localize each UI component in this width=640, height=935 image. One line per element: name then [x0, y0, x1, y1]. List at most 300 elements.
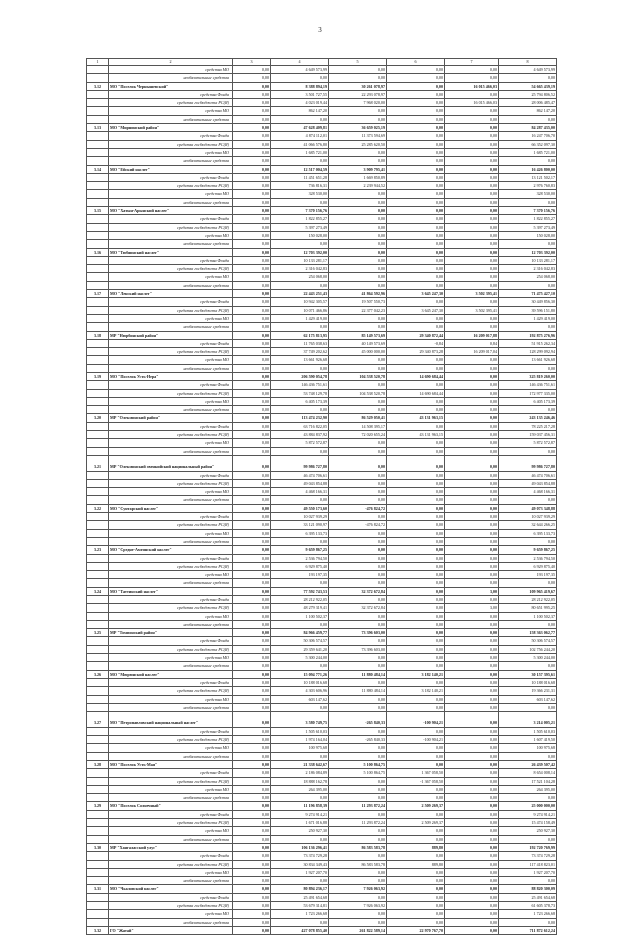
value-col4-cell: 0,00 — [271, 877, 329, 885]
value-col4-cell: 9 274 914,21 — [271, 810, 329, 818]
value-col7-cell: 0,00 — [445, 231, 499, 239]
total-cell: 5 300 244,00 — [499, 654, 557, 662]
value-col3-cell: 0,00 — [233, 546, 271, 554]
value-col3-cell: 0,00 — [233, 901, 271, 909]
value-col6-cell: 0,00 — [387, 752, 445, 760]
funding-source-row — [87, 835, 557, 843]
total-cell: 109 965 419,67 — [499, 587, 557, 595]
row-number-cell — [87, 835, 109, 843]
value-col5-cell: 0,00 — [329, 273, 387, 281]
funding-source-row — [87, 431, 557, 439]
funding-source-row — [87, 140, 557, 148]
value-col4-cell: 10 071 466,86 — [271, 306, 329, 314]
value-col6-cell: 0,00 — [387, 190, 445, 198]
row-number-cell — [87, 596, 109, 604]
row-number-cell: 3.17 — [87, 290, 109, 298]
total-cell: 99 986 727,80 — [499, 455, 557, 471]
total-cell: 2 316 042,83 — [499, 265, 557, 273]
value-col4-cell: 10 188 016,68 — [271, 678, 329, 686]
value-col6-cell: 29 340 873,28 — [387, 348, 445, 356]
funding-source-row — [87, 389, 557, 397]
row-label-cell: МО "Поселок Чернышевский" — [109, 82, 233, 90]
value-col7-cell: 0,00 — [445, 406, 499, 414]
value-col5-cell: 0,00 — [329, 406, 387, 414]
value-col7-cell: 0,84 — [445, 339, 499, 347]
value-col7-cell: 0,00 — [445, 90, 499, 98]
row-number-cell — [87, 148, 109, 156]
value-col3-cell: 0,00 — [233, 662, 271, 670]
funding-source-row — [87, 785, 557, 793]
value-col4-cell: 1 974 164,04 — [271, 736, 329, 744]
value-col3-cell: 0,00 — [233, 910, 271, 918]
value-col7-cell: 0,00 — [445, 620, 499, 628]
funding-source-row — [87, 314, 557, 322]
total-cell: 9 274 914,21 — [499, 810, 557, 818]
value-col4-cell: 10 133 281,17 — [271, 256, 329, 264]
value-col4-cell: 4 023 019,44 — [271, 99, 329, 107]
value-col6-cell: 0,00 — [387, 273, 445, 281]
value-col7-cell: 0,00 — [445, 852, 499, 860]
row-label-cell: средства Фонда — [109, 554, 233, 562]
value-col4-cell: 49 550 173,60 — [271, 504, 329, 512]
value-col3-cell: 0,00 — [233, 173, 271, 181]
value-col6-cell: 0,00 — [387, 529, 445, 537]
value-col3-cell: 0,00 — [233, 877, 271, 885]
value-col4-cell: 30 834 349,43 — [271, 860, 329, 868]
total-cell: 0,00 — [499, 877, 557, 885]
value-col7-cell: 0,00 — [445, 157, 499, 165]
value-col5-cell: 0,00 — [329, 157, 387, 165]
value-col7-cell: 0,00 — [445, 223, 499, 231]
row-label-cell: МО "Мирнинский район" — [109, 124, 233, 132]
funding-source-row — [87, 736, 557, 744]
value-col7-cell: 0,00 — [445, 496, 499, 504]
total-cell: 51 915 262,34 — [499, 339, 557, 347]
value-col5-cell: 0,00 — [329, 910, 387, 918]
row-label-cell: средства МО — [109, 356, 233, 364]
row-number-cell — [87, 910, 109, 918]
value-col7-cell: 16 015 466,03 — [445, 99, 499, 107]
row-number-cell — [87, 794, 109, 802]
value-col3-cell: 0,00 — [233, 488, 271, 496]
total-cell: 243 135 246,46 — [499, 414, 557, 422]
funding-source-row — [87, 148, 557, 156]
value-col5-cell: 7 926 063,92 — [329, 901, 387, 909]
value-col5-cell: 11 293 872,24 — [329, 819, 387, 827]
value-col4-cell: 100 975,68 — [271, 744, 329, 752]
funding-source-row — [87, 703, 557, 711]
total-cell: 0,00 — [499, 198, 557, 206]
value-col7-cell: 0,00 — [445, 190, 499, 198]
municipality-row — [87, 124, 557, 132]
row-number-cell — [87, 339, 109, 347]
value-col7-cell: 0,00 — [445, 629, 499, 637]
value-col7-cell: 0,00 — [445, 124, 499, 132]
value-col6-cell: 0,00 — [387, 488, 445, 496]
value-col7-cell: 0,00 — [445, 431, 499, 439]
row-label-cell: необязательные средства — [109, 537, 233, 545]
value-col3-cell: 0,00 — [233, 843, 271, 851]
value-col5-cell: 0,00 — [329, 215, 387, 223]
row-label-cell: необязательные средства — [109, 198, 233, 206]
row-label-cell: МО "Средне-Амгинский наслег" — [109, 546, 233, 554]
value-col4-cell: 50 306 574,57 — [271, 637, 329, 645]
value-col6-cell: 0,00 — [387, 554, 445, 562]
value-col4-cell: 1 822 855,27 — [271, 215, 329, 223]
row-label-cell: необязательные средства — [109, 794, 233, 802]
value-col5-cell: 0,00 — [329, 695, 387, 703]
value-col4-cell: 0,00 — [271, 579, 329, 587]
value-col3-cell: 0,00 — [233, 918, 271, 926]
row-label-cell: МР "Олекминский район" — [109, 414, 233, 422]
value-col3-cell: 0,00 — [233, 612, 271, 620]
row-number-cell — [87, 273, 109, 281]
row-number-cell — [87, 298, 109, 306]
value-col4-cell: 13 661 926,68 — [271, 356, 329, 364]
value-col7-cell: 0,00 — [445, 74, 499, 82]
row-number-cell — [87, 240, 109, 248]
value-col6-cell: 0,00 — [387, 281, 445, 289]
value-col7-cell: 0,00 — [445, 479, 499, 487]
value-col6-cell: 0,00 — [387, 381, 445, 389]
value-col6-cell: 0,00 — [387, 612, 445, 620]
value-col4-cell: 25 491 654,68 — [271, 893, 329, 901]
value-col3-cell: 0,00 — [233, 107, 271, 115]
value-col7-cell: 0,00 — [445, 488, 499, 496]
value-col4-cell: 1 685 721,00 — [271, 148, 329, 156]
value-col5-cell: 0,00 — [329, 74, 387, 82]
row-label-cell: средства Фонда — [109, 852, 233, 860]
row-number-cell — [87, 488, 109, 496]
total-cell: 0,00 — [499, 157, 557, 165]
value-col6-cell: 889,80 — [387, 860, 445, 868]
value-col3-cell: 0,00 — [233, 727, 271, 735]
funding-source-row — [87, 356, 557, 364]
total-cell: 25 491 654,68 — [499, 893, 557, 901]
total-cell: 192 875 276,96 — [499, 331, 557, 339]
row-number-cell: 3.28 — [87, 760, 109, 768]
total-cell: 0,00 — [499, 794, 557, 802]
value-col5-cell: 0,00 — [329, 744, 387, 752]
value-col6-cell: 0,00 — [387, 265, 445, 273]
value-col6-cell: 0,00 — [387, 447, 445, 455]
value-col3-cell: 0,00 — [233, 439, 271, 447]
value-col6-cell: 0,00 — [387, 323, 445, 331]
total-cell: 3 214 005,21 — [499, 712, 557, 728]
funding-source-row — [87, 157, 557, 165]
value-col4-cell: 12 517 004,59 — [271, 165, 329, 173]
total-cell: 5 397 273,49 — [499, 223, 557, 231]
value-col6-cell: 3 182 140,21 — [387, 687, 445, 695]
value-col5-cell: 0,00 — [329, 562, 387, 570]
value-col4-cell: 3 501 727,55 — [271, 90, 329, 98]
value-col6-cell: 0,00 — [387, 571, 445, 579]
row-number-cell: 3.32 — [87, 926, 109, 934]
value-col7-cell: 0,00 — [445, 910, 499, 918]
row-number-cell: 3.18 — [87, 331, 109, 339]
value-col3-cell: 0,00 — [233, 248, 271, 256]
row-number-cell — [87, 90, 109, 98]
row-number-cell — [87, 703, 109, 711]
total-cell: 61 605 378,73 — [499, 901, 557, 909]
value-col5-cell: 3 909 795,41 — [329, 165, 387, 173]
row-label-cell: МО "Таттинский наслег" — [109, 587, 233, 595]
value-col6-cell: 0,00 — [387, 744, 445, 752]
value-col4-cell: 0,00 — [271, 835, 329, 843]
value-col4-cell: 2 536 794,50 — [271, 554, 329, 562]
value-col4-cell: 1 429 419,00 — [271, 314, 329, 322]
value-col7-cell: 0,00 — [445, 165, 499, 173]
value-col6-cell: 2 509 269,37 — [387, 819, 445, 827]
row-label-cell: необязательные средства — [109, 496, 233, 504]
value-col4-cell: 46 474 706,61 — [271, 471, 329, 479]
value-col5-cell: 0,00 — [329, 794, 387, 802]
value-col7-cell: 0,00 — [445, 537, 499, 545]
value-col3-cell: 0,00 — [233, 381, 271, 389]
row-label-cell: МО "Ленский наслег" — [109, 290, 233, 298]
municipality-row — [87, 504, 557, 512]
value-col7-cell: 0,00 — [445, 132, 499, 140]
total-cell: 49 073 348,88 — [499, 504, 557, 512]
value-col3-cell: 0,00 — [233, 785, 271, 793]
total-cell: 0,00 — [499, 447, 557, 455]
row-number-cell — [87, 620, 109, 628]
value-col5-cell: 0,00 — [329, 323, 387, 331]
total-cell: 16 426 800,00 — [499, 165, 557, 173]
value-col4-cell: 84 966 459,77 — [271, 629, 329, 637]
total-cell: 46 474 706,61 — [499, 471, 557, 479]
value-col7-cell: 0,00 — [445, 140, 499, 148]
value-col3-cell: 0,00 — [233, 645, 271, 653]
value-col4-cell: 77 592 743,53 — [271, 587, 329, 595]
value-col5-cell: 0,00 — [329, 546, 387, 554]
value-col3-cell: 0,00 — [233, 339, 271, 347]
value-col5-cell: 0,00 — [329, 223, 387, 231]
value-col6-cell: 0,00 — [387, 794, 445, 802]
value-col7-cell: 0,00 — [445, 712, 499, 728]
value-col7-cell: 0,00 — [445, 256, 499, 264]
value-col6-cell: 0,00 — [387, 207, 445, 215]
value-col7-cell: 0,00 — [445, 173, 499, 181]
value-col7-cell: 0,00 — [445, 397, 499, 405]
value-col7-cell: 0,00 — [445, 785, 499, 793]
funding-source-row — [87, 397, 557, 405]
value-col7-cell: 0,00 — [445, 678, 499, 686]
row-number-cell — [87, 877, 109, 885]
value-col5-cell: 0,00 — [329, 314, 387, 322]
value-col3-cell: 0,00 — [233, 256, 271, 264]
value-col3-cell: 0,00 — [233, 835, 271, 843]
row-number-cell: 3.31 — [87, 885, 109, 893]
row-label-cell: средства МО — [109, 744, 233, 752]
value-col3-cell: 0,00 — [233, 926, 271, 934]
value-col4-cell: 4 303 606,96 — [271, 687, 329, 695]
row-label-cell: средства госбюджета РС(Я) — [109, 348, 233, 356]
total-cell: 6 929 875,40 — [499, 562, 557, 570]
total-cell: 0,00 — [499, 115, 557, 123]
value-col6-cell: 0,00 — [387, 918, 445, 926]
funding-source-row — [87, 901, 557, 909]
value-col6-cell: 0,00 — [387, 885, 445, 893]
funding-source-row — [87, 348, 557, 356]
total-cell: 32 644 266,25 — [499, 521, 557, 529]
value-col7-cell: 0,00 — [445, 281, 499, 289]
value-col7-cell: 0,00 — [445, 439, 499, 447]
municipality-row — [87, 165, 557, 173]
total-cell: 28 212 922,05 — [499, 596, 557, 604]
value-col6-cell: 0,00 — [387, 760, 445, 768]
value-col5-cell: 1 669 850,89 — [329, 173, 387, 181]
funding-source-row — [87, 852, 557, 860]
funding-source-row — [87, 182, 557, 190]
value-col7-cell: 0,00 — [445, 703, 499, 711]
value-col5-cell: 0,00 — [329, 529, 387, 537]
row-number-cell — [87, 74, 109, 82]
table-body — [87, 59, 557, 935]
value-col4-cell: 10 027 939,29 — [271, 513, 329, 521]
row-label-cell: необязательные средства — [109, 364, 233, 372]
funding-source-row — [87, 604, 557, 612]
value-col3-cell: 0,00 — [233, 406, 271, 414]
row-number-cell — [87, 173, 109, 181]
row-number-cell — [87, 397, 109, 405]
row-number-cell — [87, 604, 109, 612]
value-col4-cell: 0,00 — [271, 620, 329, 628]
funding-source-row — [87, 364, 557, 372]
funding-source-row — [87, 752, 557, 760]
value-col6-cell: 0,00 — [387, 695, 445, 703]
row-label-cell: средства Фонда — [109, 810, 233, 818]
total-cell: 1 927 207,70 — [499, 868, 557, 876]
row-label-cell: средства госбюджета РС(Я) — [109, 901, 233, 909]
row-number-cell: 3.12 — [87, 82, 109, 90]
row-label-cell: необязательные средства — [109, 620, 233, 628]
value-col4-cell: 0,00 — [271, 281, 329, 289]
funding-source-row — [87, 422, 557, 430]
value-col6-cell: 0,00 — [387, 215, 445, 223]
value-col6-cell: 0,00 — [387, 314, 445, 322]
total-cell: 1 685 721,00 — [499, 148, 557, 156]
value-col5-cell: 0,00 — [329, 827, 387, 835]
funding-source-row — [87, 471, 557, 479]
value-col7-cell: 0,00 — [445, 744, 499, 752]
row-label-cell: необязательные средства — [109, 240, 233, 248]
value-col4-cell: 1 927 207,70 — [271, 868, 329, 876]
value-col3-cell: 0,00 — [233, 273, 271, 281]
value-col3-cell: 0,00 — [233, 281, 271, 289]
funding-source-row — [87, 596, 557, 604]
total-cell: 150 028,00 — [499, 231, 557, 239]
row-number-cell — [87, 678, 109, 686]
row-label-cell: средства Фонда — [109, 471, 233, 479]
row-number-cell — [87, 819, 109, 827]
value-col5-cell: 0,00 — [329, 148, 387, 156]
value-col6-cell: -1 367 058,50 — [387, 777, 445, 785]
funding-source-row — [87, 74, 557, 82]
value-col7-cell: 0,00 — [445, 918, 499, 926]
value-col3-cell: 0,00 — [233, 695, 271, 703]
funding-source-row — [87, 281, 557, 289]
total-cell: 0,00 — [499, 74, 557, 82]
funding-source-row — [87, 769, 557, 777]
page-number: 3 — [318, 26, 322, 34]
row-number-cell — [87, 860, 109, 868]
value-col3-cell: 0,00 — [233, 521, 271, 529]
value-col7-cell: 0,00 — [445, 529, 499, 537]
row-number-cell — [87, 868, 109, 876]
total-cell: 17 521 104,28 — [499, 777, 557, 785]
value-col6-cell: 2 509 269,37 — [387, 802, 445, 810]
row-label-cell: средства госбюджета РС(Я) — [109, 265, 233, 273]
value-col3-cell: 0,00 — [233, 496, 271, 504]
row-label-cell: средства госбюджета РС(Я) — [109, 521, 233, 529]
row-number-cell — [87, 323, 109, 331]
funding-source-row — [87, 406, 557, 414]
value-col3-cell: 0,00 — [233, 744, 271, 752]
value-col6-cell: 0,00 — [387, 785, 445, 793]
row-label-cell: МО "Ейский наслег" — [109, 165, 233, 173]
value-col4-cell: 0,00 — [271, 74, 329, 82]
total-cell: 117 418 823,01 — [499, 860, 557, 868]
row-label-cell: средства МО — [109, 397, 233, 405]
value-col6-cell: 43 131 963,15 — [387, 414, 445, 422]
value-col7-cell: 0,00 — [445, 802, 499, 810]
value-col7-cell: 0,00 — [445, 356, 499, 364]
value-col7-cell: 0,00 — [445, 115, 499, 123]
total-cell: 102 756 244,20 — [499, 645, 557, 653]
value-col3-cell: 0,00 — [233, 670, 271, 678]
value-col6-cell: 0,00 — [387, 727, 445, 735]
row-number-cell — [87, 695, 109, 703]
value-col5-cell: 0,00 — [329, 190, 387, 198]
value-col4-cell: 28 212 922,05 — [271, 596, 329, 604]
value-col5-cell: 25 285 620,50 — [329, 140, 387, 148]
value-col3-cell: 0,00 — [233, 306, 271, 314]
value-col6-cell: 0,00 — [387, 827, 445, 835]
value-col5-cell: 0,00 — [329, 571, 387, 579]
value-col3-cell: 0,00 — [233, 554, 271, 562]
municipality-row — [87, 290, 557, 298]
value-col6-cell: -0,84 — [387, 339, 445, 347]
value-col3-cell: 0,00 — [233, 802, 271, 810]
row-number-cell — [87, 529, 109, 537]
row-label-cell: средства Фонда — [109, 90, 233, 98]
row-number-cell — [87, 521, 109, 529]
value-col7-cell: 0,00 — [445, 662, 499, 670]
total-cell: 25 794 806,52 — [499, 90, 557, 98]
value-col6-cell: 0,00 — [387, 90, 445, 98]
total-cell: 13 661 926,68 — [499, 356, 557, 364]
row-label-cell: средства МО — [109, 612, 233, 620]
total-cell: 13 121 502,17 — [499, 173, 557, 181]
value-col3-cell: 0,00 — [233, 198, 271, 206]
value-col5-cell: 0,00 — [329, 596, 387, 604]
row-label-cell: средства Фонда — [109, 678, 233, 686]
row-label-cell: средства МО — [109, 695, 233, 703]
value-col4-cell: 11 765 038,63 — [271, 339, 329, 347]
row-number-cell — [87, 107, 109, 115]
value-col5-cell: 32 372 672,84 — [329, 587, 387, 595]
value-col7-cell: 0,00 — [445, 107, 499, 115]
value-col3-cell: 0,00 — [233, 157, 271, 165]
value-col3-cell: 0,00 — [233, 629, 271, 637]
row-label-cell: средства госбюджета РС(Я) — [109, 140, 233, 148]
row-label-cell: средства Фонда — [109, 422, 233, 430]
value-col3-cell: 0,00 — [233, 74, 271, 82]
value-col3-cell: 0,00 — [233, 265, 271, 273]
funding-source-row — [87, 447, 557, 455]
value-col3-cell: 0,00 — [233, 777, 271, 785]
